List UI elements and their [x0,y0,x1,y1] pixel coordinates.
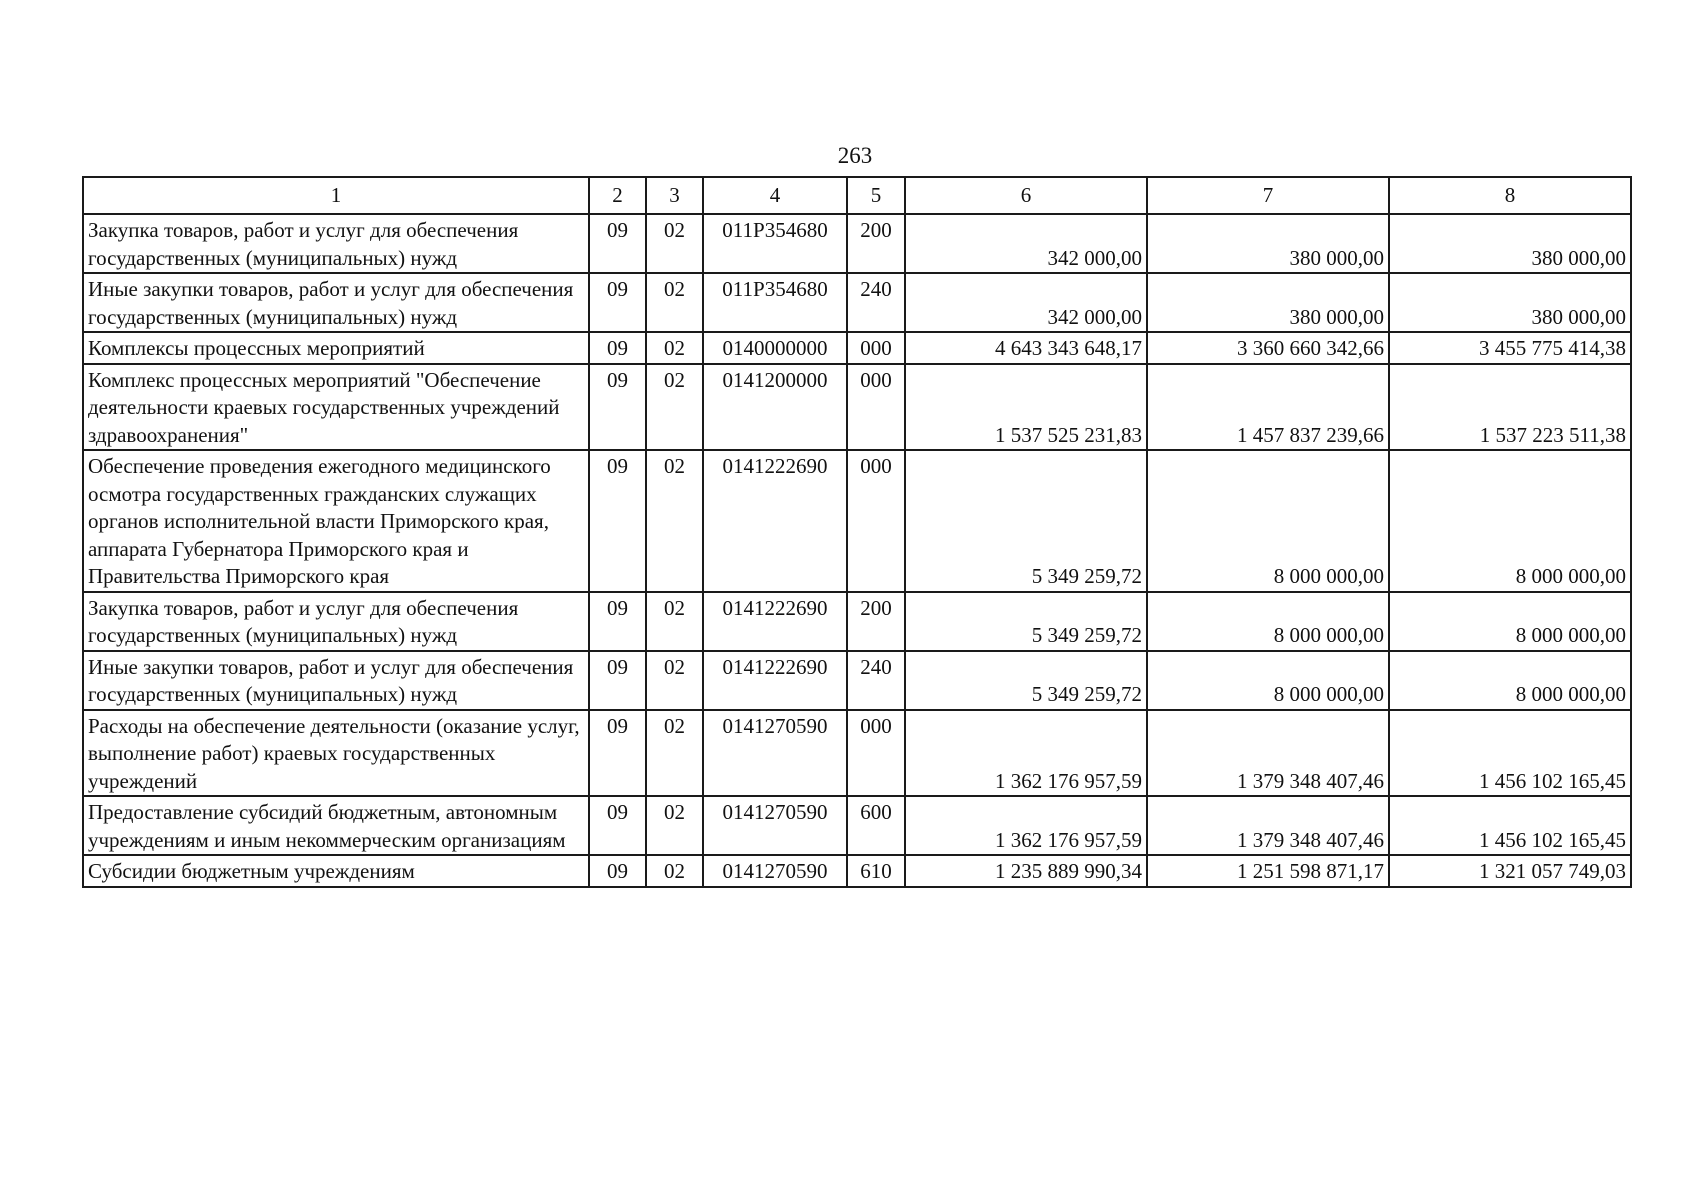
row-subsection: 02 [646,855,703,887]
table-row [83,214,1631,273]
row-name: Расходы на обеспечение деятельности (оказание услуг, выполнение работ) краевых государственных учреждений [83,710,589,797]
row-target-code: 011Р354680 [703,273,847,332]
row-name: Комплекс процессных мероприятий "Обеспечение деятельности краевых государственных учреждений здравоохранения" [83,364,589,451]
row-expense-type: 000 [847,364,905,451]
row-name: Субсидии бюджетным учреждениям [83,855,589,887]
row-name: Закупка товаров, работ и услуг для обеспечения государственных (муниципальных) нужд [83,214,589,273]
table-row [83,332,1631,364]
table-row [83,710,1631,797]
row-amount-col8: 380 000,00 [1389,273,1631,332]
header-col-1: 1 [83,177,589,214]
row-section: 09 [589,710,646,797]
row-target-code: 0140000000 [703,332,847,364]
table-row [83,450,1631,592]
row-section: 09 [589,796,646,855]
row-name: Иные закупки товаров, работ и услуг для обеспечения государственных (муниципальных) нужд [83,651,589,710]
row-subsection: 02 [646,450,703,592]
row-amount-col7: 3 360 660 342,66 [1147,332,1389,364]
row-target-code: 0141270590 [703,710,847,797]
row-amount-col7: 8 000 000,00 [1147,651,1389,710]
row-amount-col6: 1 362 176 957,59 [905,796,1147,855]
row-expense-type: 000 [847,332,905,364]
row-section: 09 [589,273,646,332]
row-target-code: 0141222690 [703,651,847,710]
row-amount-col6: 5 349 259,72 [905,651,1147,710]
row-expense-type: 000 [847,450,905,592]
row-amount-col7: 380 000,00 [1147,214,1389,273]
row-section: 09 [589,855,646,887]
row-amount-col8: 8 000 000,00 [1389,450,1631,592]
row-target-code: 0141222690 [703,592,847,651]
table-row [83,796,1631,855]
table-row [83,855,1631,887]
row-section: 09 [589,364,646,451]
row-expense-type: 200 [847,214,905,273]
row-subsection: 02 [646,364,703,451]
header-col-5: 5 [847,177,905,214]
row-amount-col7: 1 379 348 407,46 [1147,796,1389,855]
row-subsection: 02 [646,651,703,710]
header-col-3: 3 [646,177,703,214]
row-section: 09 [589,332,646,364]
row-section: 09 [589,592,646,651]
row-amount-col8: 1 456 102 165,45 [1389,710,1631,797]
row-section: 09 [589,214,646,273]
row-name: Предоставление субсидий бюджетным, автономным учреждениям и иным некоммерческим организациям [83,796,589,855]
row-amount-col7: 8 000 000,00 [1147,592,1389,651]
row-amount-col6: 5 349 259,72 [905,450,1147,592]
row-amount-col7: 1 251 598 871,17 [1147,855,1389,887]
row-amount-col6: 5 349 259,72 [905,592,1147,651]
table-row [83,651,1631,710]
row-name: Комплексы процессных мероприятий [83,332,589,364]
row-name: Иные закупки товаров, работ и услуг для обеспечения государственных (муниципальных) нужд [83,273,589,332]
row-subsection: 02 [646,796,703,855]
row-name: Обеспечение проведения ежегодного медицинского осмотра государственных гражданских служащих органов исполнительной власти Приморского края, аппарата Губернатора Приморского края и Правительства Приморского края [83,450,589,592]
table-row [83,592,1631,651]
row-section: 09 [589,450,646,592]
row-amount-col8: 3 455 775 414,38 [1389,332,1631,364]
table-row [83,364,1631,451]
row-expense-type: 200 [847,592,905,651]
header-col-2: 2 [589,177,646,214]
row-expense-type: 240 [847,273,905,332]
row-amount-col7: 8 000 000,00 [1147,450,1389,592]
row-amount-col7: 1 379 348 407,46 [1147,710,1389,797]
row-target-code: 0141270590 [703,855,847,887]
row-subsection: 02 [646,273,703,332]
row-amount-col6: 342 000,00 [905,273,1147,332]
row-amount-col6: 1 235 889 990,34 [905,855,1147,887]
row-target-code: 0141222690 [703,450,847,592]
header-col-7: 7 [1147,177,1389,214]
row-amount-col8: 380 000,00 [1389,214,1631,273]
row-section: 09 [589,651,646,710]
row-expense-type: 240 [847,651,905,710]
row-subsection: 02 [646,710,703,797]
row-amount-col6: 1 362 176 957,59 [905,710,1147,797]
budget-table [82,176,1632,888]
row-amount-col6: 4 643 343 648,17 [905,332,1147,364]
row-amount-col8: 1 456 102 165,45 [1389,796,1631,855]
row-expense-type: 600 [847,796,905,855]
row-amount-col7: 380 000,00 [1147,273,1389,332]
page-number: 263 [837,143,873,168]
row-amount-col8: 1 321 057 749,03 [1389,855,1631,887]
table-row [83,273,1631,332]
row-subsection: 02 [646,332,703,364]
header-col-6: 6 [905,177,1147,214]
row-target-code: 0141270590 [703,796,847,855]
row-target-code: 0141200000 [703,364,847,451]
row-amount-col8: 8 000 000,00 [1389,592,1631,651]
row-expense-type: 610 [847,855,905,887]
header-col-4: 4 [703,177,847,214]
row-expense-type: 000 [847,710,905,797]
header-row [83,177,1631,214]
row-amount-col6: 342 000,00 [905,214,1147,273]
row-amount-col8: 8 000 000,00 [1389,651,1631,710]
row-target-code: 011Р354680 [703,214,847,273]
row-amount-col6: 1 537 525 231,83 [905,364,1147,451]
row-amount-col7: 1 457 837 239,66 [1147,364,1389,451]
row-subsection: 02 [646,214,703,273]
row-name: Закупка товаров, работ и услуг для обеспечения государственных (муниципальных) нужд [83,592,589,651]
header-col-8: 8 [1389,177,1631,214]
row-subsection: 02 [646,592,703,651]
row-amount-col8: 1 537 223 511,38 [1389,364,1631,451]
